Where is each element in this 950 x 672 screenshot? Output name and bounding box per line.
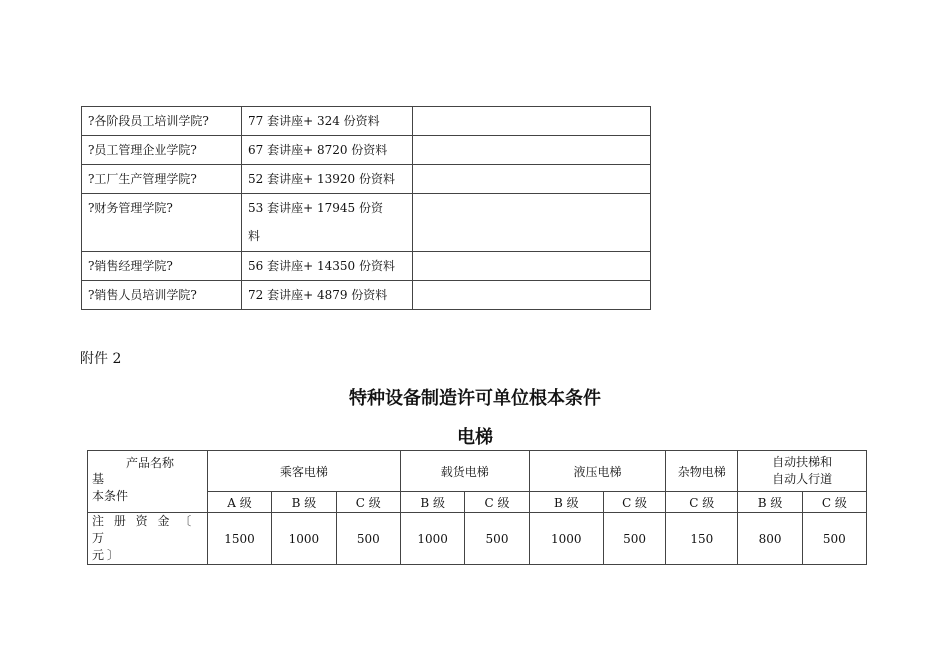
course-content: 52 套讲座+ 13920 份资料 <box>242 165 413 194</box>
page-title: 特种设备制造许可单位根本条件 <box>349 388 601 409</box>
table-row <box>82 136 651 165</box>
escalator-label-line1: 自动扶梯和 <box>772 455 833 469</box>
product-header-freight: 载货电梯 <box>400 451 529 492</box>
value-cell: 500 <box>603 513 665 565</box>
course-name: ?销售人员培训学院? <box>82 281 242 310</box>
grade-cell: C 级 <box>336 492 400 513</box>
table-row <box>82 165 651 194</box>
course-name: ?各阶段员工培训学院? <box>82 107 242 136</box>
row-label-line2: 元〕 <box>92 548 123 562</box>
value-cell: 1500 <box>207 513 271 565</box>
course-extra <box>413 194 651 252</box>
course-content: 72 套讲座+ 4879 份资料 <box>242 281 413 310</box>
course-content: 56 套讲座+ 14350 份资料 <box>242 252 413 281</box>
grade-cell: B 级 <box>400 492 464 513</box>
course-extra <box>413 136 651 165</box>
appendix-label: 附件 2 <box>80 351 122 367</box>
product-header-hydraulic: 液压电梯 <box>529 451 666 492</box>
grade-cell: C 级 <box>802 492 866 513</box>
grade-cell: B 级 <box>272 492 336 513</box>
course-extra <box>413 281 651 310</box>
corner-product-label: 产品名称 <box>126 456 175 470</box>
row-label-line1: 注 册 资 金 〔 万 <box>92 514 195 545</box>
table-row <box>88 513 867 565</box>
value-cell: 500 <box>336 513 400 565</box>
table-row <box>82 252 651 281</box>
corner-conditions-label: 本条件 <box>92 489 129 503</box>
product-header-escalator <box>738 451 867 492</box>
course-content <box>242 194 413 252</box>
grade-cell: B 级 <box>738 492 802 513</box>
table-row <box>82 107 651 136</box>
grade-cell: A 级 <box>207 492 271 513</box>
course-content-line2: 料 <box>248 229 261 243</box>
table-header-row <box>88 451 867 492</box>
course-name: ?员工管理企业学院? <box>82 136 242 165</box>
value-cell: 500 <box>465 513 529 565</box>
value-cell: 1000 <box>400 513 464 565</box>
table-row <box>82 194 651 252</box>
course-content: 77 套讲座+ 324 份资料 <box>242 107 413 136</box>
course-extra <box>413 252 651 281</box>
value-cell: 1000 <box>272 513 336 565</box>
value-cell: 800 <box>738 513 802 565</box>
course-content-line1: 53 套讲座+ 17945 份资 <box>248 201 383 215</box>
course-name: ?工厂生产管理学院? <box>82 165 242 194</box>
grade-cell: C 级 <box>603 492 665 513</box>
table-row <box>82 281 651 310</box>
value-cell: 150 <box>666 513 738 565</box>
corner-base-label: 基 <box>92 472 105 486</box>
courses-table <box>81 106 651 310</box>
grade-cell: C 级 <box>666 492 738 513</box>
product-header-dumbwaiter: 杂物电梯 <box>666 451 738 492</box>
value-cell: 1000 <box>529 513 603 565</box>
course-name: ?销售经理学院? <box>82 252 242 281</box>
grade-cell: B 级 <box>529 492 603 513</box>
course-extra <box>413 107 651 136</box>
course-name: ?财务管理学院? <box>82 194 242 252</box>
value-cell: 500 <box>802 513 866 565</box>
page-subtitle: 电梯 <box>457 427 493 448</box>
grade-cell: C 级 <box>465 492 529 513</box>
escalator-label-line2: 自动人行道 <box>772 472 833 486</box>
conditions-table <box>87 450 867 565</box>
product-header-passenger: 乘客电梯 <box>207 451 400 492</box>
corner-header-cell <box>88 451 208 513</box>
course-content: 67 套讲座+ 8720 份资料 <box>242 136 413 165</box>
row-label-capital <box>88 513 208 565</box>
course-extra <box>413 165 651 194</box>
